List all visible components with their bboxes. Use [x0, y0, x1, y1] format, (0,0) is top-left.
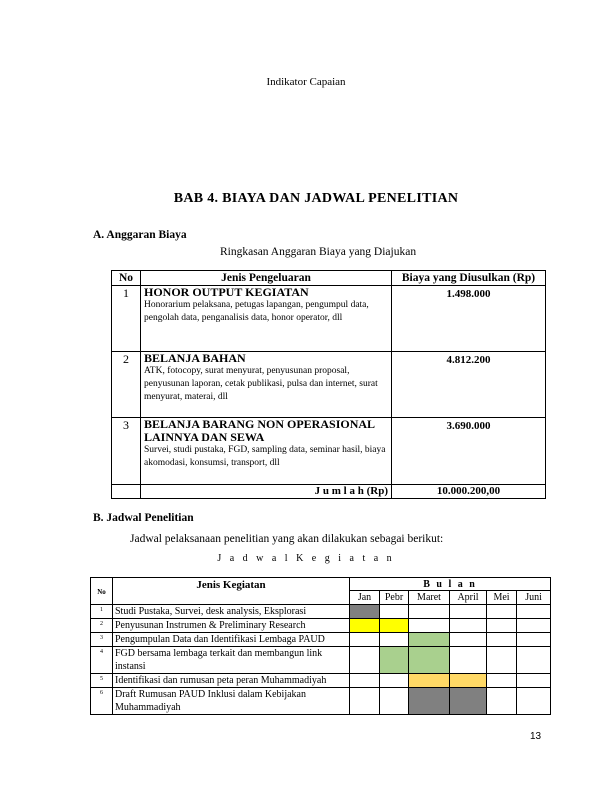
schedule-cell-april: [450, 633, 487, 647]
budget-row-item: [141, 286, 392, 352]
month-pebr: Pebr: [380, 591, 409, 605]
schedule-col-no: No: [91, 578, 113, 605]
schedule-body: [91, 605, 551, 715]
schedule-col-bulan: B u l a n: [350, 578, 551, 591]
schedule-cell-april: [450, 605, 487, 619]
schedule-cell-jan: [350, 674, 380, 688]
chapter-title: BAB 4. BIAYA DAN JADWAL PENELITIAN: [173, 191, 459, 206]
schedule-cell-jan: [350, 647, 380, 674]
budget-row-desc: Honorarium pelaksana, petugas lapangan, pengumpul data, pengolah data, penganalisis data, honor operator, dll: [144, 300, 369, 323]
schedule-cell-maret: [409, 619, 450, 633]
month-juni: Juni: [517, 591, 551, 605]
schedule-cell-pebr: [380, 605, 409, 619]
schedule-row-activity: Penyusunan Instrumen & Preliminary Research: [113, 619, 350, 633]
schedule-cell-mei: [487, 647, 517, 674]
budget-col-jenis: Jenis Pengeluaran: [141, 271, 392, 286]
schedule-intro: Jadwal pelaksanaan penelitian yang akan dilakukan sebagai berikut:: [130, 533, 444, 545]
schedule-caption: J a d w a l K e g i a t a n: [217, 553, 395, 564]
schedule-row-activity: Draft Rumusan PAUD Inklusi dalam Kebijakan Muhammadiyah: [113, 688, 350, 715]
schedule-row-activity: Pengumpulan Data dan Identifikasi Lembaga PAUD: [113, 633, 350, 647]
budget-total-value: 10.000.200,00: [392, 485, 546, 499]
budget-row-desc: Survei, studi pustaka, FGD, sampling data, seminar hasil, biaya akomodasi, konsumsi, transport, dll: [144, 445, 386, 468]
table-row: [91, 647, 551, 674]
schedule-row-activity: Studi Pustaka, Survei, desk analysis, Eksplorasi: [113, 605, 350, 619]
schedule-cell-pebr: [380, 647, 409, 674]
schedule-cell-jan: [350, 605, 380, 619]
schedule-cell-jan: [350, 688, 380, 715]
schedule-cell-juni: [517, 674, 551, 688]
schedule-cell-april: [450, 688, 487, 715]
page-number: 13: [530, 731, 542, 742]
table-row: [91, 605, 551, 619]
schedule-cell-mei: [487, 633, 517, 647]
section-b-heading: B. Jadwal Penelitian: [93, 512, 194, 524]
schedule-header-row: [91, 578, 551, 591]
indikator-capaian-text: Indikator Capaian: [266, 76, 346, 88]
schedule-row-no: 2: [91, 619, 113, 633]
schedule-row-activity: FGD bersama lembaga terkait dan membangun link instansi: [113, 647, 350, 674]
schedule-cell-mei: [487, 605, 517, 619]
schedule-cell-maret: [409, 605, 450, 619]
month-april: April: [450, 591, 487, 605]
schedule-cell-juni: [517, 647, 551, 674]
budget-table: [111, 270, 546, 499]
schedule-row-no: 3: [91, 633, 113, 647]
schedule-col-activity: Jenis Kegiatan: [113, 578, 350, 605]
budget-row-no: 1: [112, 286, 141, 352]
schedule-cell-juni: [517, 619, 551, 633]
budget-col-biaya: Biaya yang Diusulkan (Rp): [392, 271, 546, 286]
schedule-cell-juni: [517, 605, 551, 619]
budget-row-desc: ATK, fotocopy, surat menyurat, penyusunan proposal, penyusunan laporan, cetak publikasi, pulsa dan internet, surat menyurat, materai, dll: [144, 366, 378, 402]
schedule-cell-pebr: [380, 619, 409, 633]
schedule-cell-april: [450, 674, 487, 688]
budget-row-no: 2: [112, 352, 141, 418]
table-row: [112, 352, 546, 418]
schedule-cell-april: [450, 647, 487, 674]
budget-row-title: BELANJA BAHAN: [144, 351, 246, 365]
schedule-cell-mei: [487, 674, 517, 688]
schedule-table: [90, 577, 551, 715]
table-row: [91, 674, 551, 688]
budget-row-title: HONOR OUTPUT KEGIATAN: [144, 285, 309, 299]
schedule-row-no: 1: [91, 605, 113, 619]
budget-row-item: [141, 418, 392, 485]
schedule-cell-jan: [350, 619, 380, 633]
schedule-cell-mei: [487, 688, 517, 715]
budget-col-no: No: [112, 271, 141, 286]
schedule-cell-pebr: [380, 633, 409, 647]
schedule-row-no: 4: [91, 647, 113, 674]
budget-total-label: J u m l a h (Rp): [141, 485, 392, 499]
section-a-heading: A. Anggaran Biaya: [93, 229, 187, 241]
schedule-cell-pebr: [380, 674, 409, 688]
table-row: [91, 619, 551, 633]
schedule-cell-maret: [409, 647, 450, 674]
schedule-cell-pebr: [380, 688, 409, 715]
budget-row-item: [141, 352, 392, 418]
month-maret: Maret: [409, 591, 450, 605]
schedule-cell-juni: [517, 633, 551, 647]
budget-total-empty: [112, 485, 141, 499]
schedule-cell-mei: [487, 619, 517, 633]
month-jan: Jan: [350, 591, 380, 605]
schedule-cell-maret: [409, 674, 450, 688]
table-row: [112, 418, 546, 485]
budget-row-amount: 3.690.000: [392, 418, 546, 485]
budget-header-row: [112, 271, 546, 286]
table-row: [91, 688, 551, 715]
budget-total-row: [112, 485, 546, 499]
budget-caption: Ringkasan Anggaran Biaya yang Diajukan: [220, 246, 417, 258]
schedule-row-activity: Identifikasi dan rumusan peta peran Muhammadiyah: [113, 674, 350, 688]
schedule-cell-jan: [350, 633, 380, 647]
budget-row-no: 3: [112, 418, 141, 485]
schedule-cell-maret: [409, 633, 450, 647]
budget-row-amount: 4.812.200: [392, 352, 546, 418]
schedule-cell-april: [450, 619, 487, 633]
schedule-cell-maret: [409, 688, 450, 715]
schedule-row-no: 5: [91, 674, 113, 688]
schedule-cell-juni: [517, 688, 551, 715]
budget-row-amount: 1.498.000: [392, 286, 546, 352]
month-mei: Mei: [487, 591, 517, 605]
table-row: [112, 286, 546, 352]
table-row: [91, 633, 551, 647]
budget-row-title: BELANJA BARANG NON OPERASIONAL LAINNYA DAN SEWA: [144, 417, 375, 444]
schedule-row-no: 6: [91, 688, 113, 715]
